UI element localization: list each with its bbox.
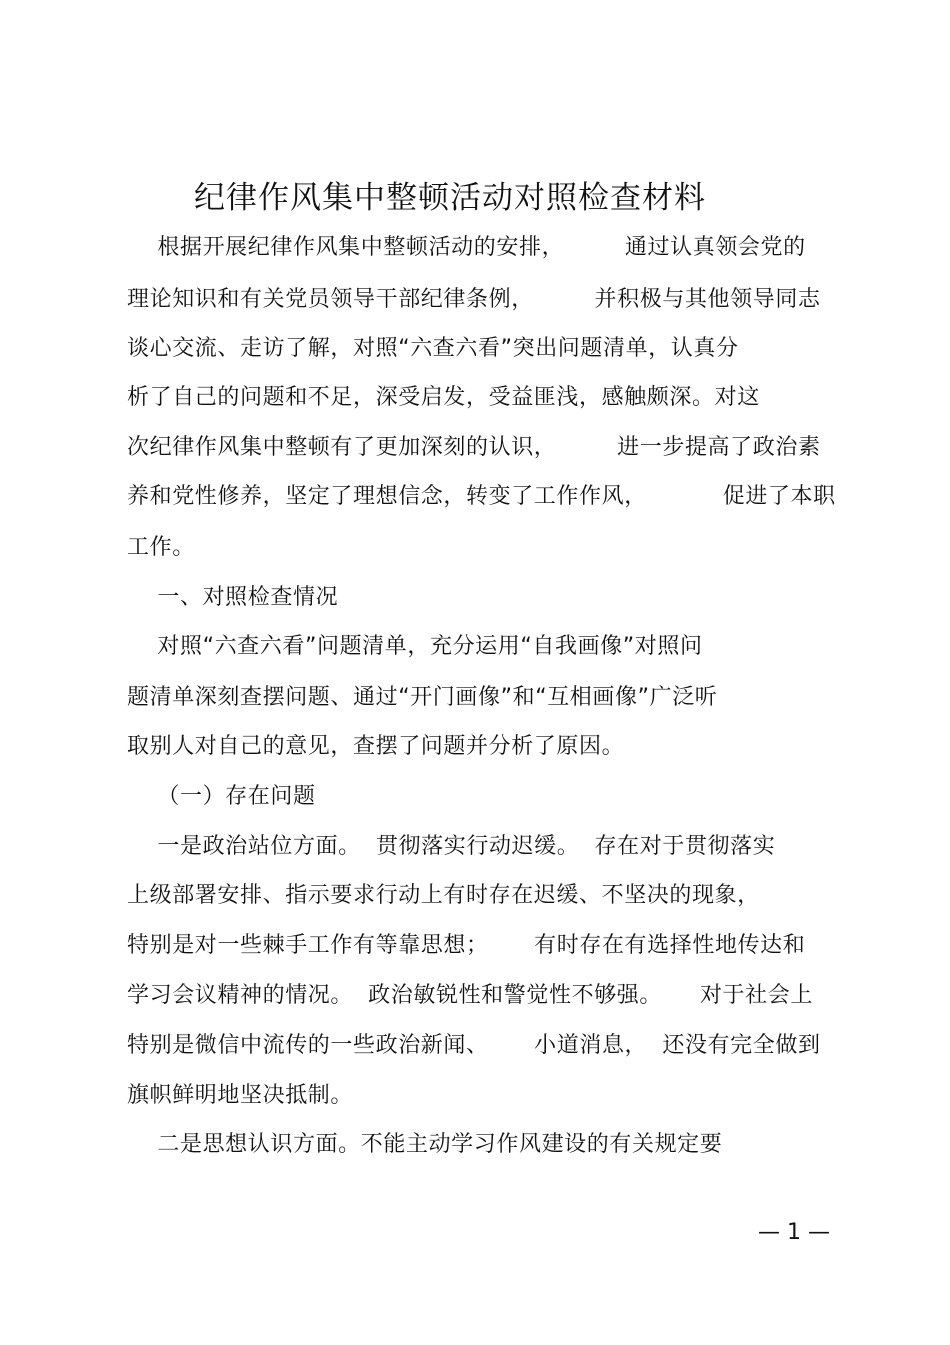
paragraph-line: 二是思想认识方面。不能主动学习作风建设的有关规定要 xyxy=(127,1132,723,1157)
page-number: — 1 — xyxy=(758,1220,830,1245)
paragraph-line: 特别是对一些棘手工作有等靠思想； 有时存在有选择性地传达和 xyxy=(127,933,806,958)
paragraph-line: 旗帜鲜明地坚决抵制。 xyxy=(127,1083,354,1108)
document-title: 纪律作风集中整顿活动对照检查材料 xyxy=(194,180,706,216)
paragraph-line: 养和党性修养，坚定了理想信念，转变了工作作风， 促进了本职 xyxy=(127,484,836,509)
paragraph-line: 对照“六查六看”问题清单，充分运用“自我画像”对照问 xyxy=(127,634,703,659)
paragraph-line: 理论知识和有关党员领导干部纪律条例， 并积极与其他领导同志 xyxy=(127,287,821,312)
subsection-heading: （一）存在问题 xyxy=(127,784,316,809)
paragraph-line: 次纪律作风集中整顿有了更加深刻的认识， 进一步提高了政治素 xyxy=(127,435,821,460)
paragraph-line: 根据开展纪律作风集中整顿活动的安排， 通过认真领会党的 xyxy=(127,235,806,260)
paragraph-line: 题清单深刻查摆问题、通过“开门画像”和“互相画像”广泛听 xyxy=(127,685,718,710)
paragraph-line: 析了自己的问题和不足，深受启发，受益匪浅，感触颇深。对这 xyxy=(127,385,760,410)
section-heading: 一、对照检查情况 xyxy=(127,585,339,610)
paragraph-line: 谈心交流、走访了解，对照“六查六看”突出问题清单，认真分 xyxy=(127,336,739,361)
paragraph-line: 工作。 xyxy=(127,535,195,560)
paragraph-line: 取别人对自己的意见，查摆了问题并分析了原因。 xyxy=(127,734,625,759)
paragraph-line: 上级部署安排、指示要求行动上有时存在迟缓、不坚决的现象， xyxy=(127,883,760,908)
paragraph-line: 学习会议精神的情况。 政治敏锐性和警觉性不够强。 对于社会上 xyxy=(127,983,813,1008)
paragraph-line: 一是政治站位方面。 贯彻落实行动迟缓。 存在对于贯彻落实 xyxy=(127,834,776,859)
paragraph-line: 特别是微信中流传的一些政治新闻、 小道消息， 还没有完全做到 xyxy=(127,1033,821,1058)
